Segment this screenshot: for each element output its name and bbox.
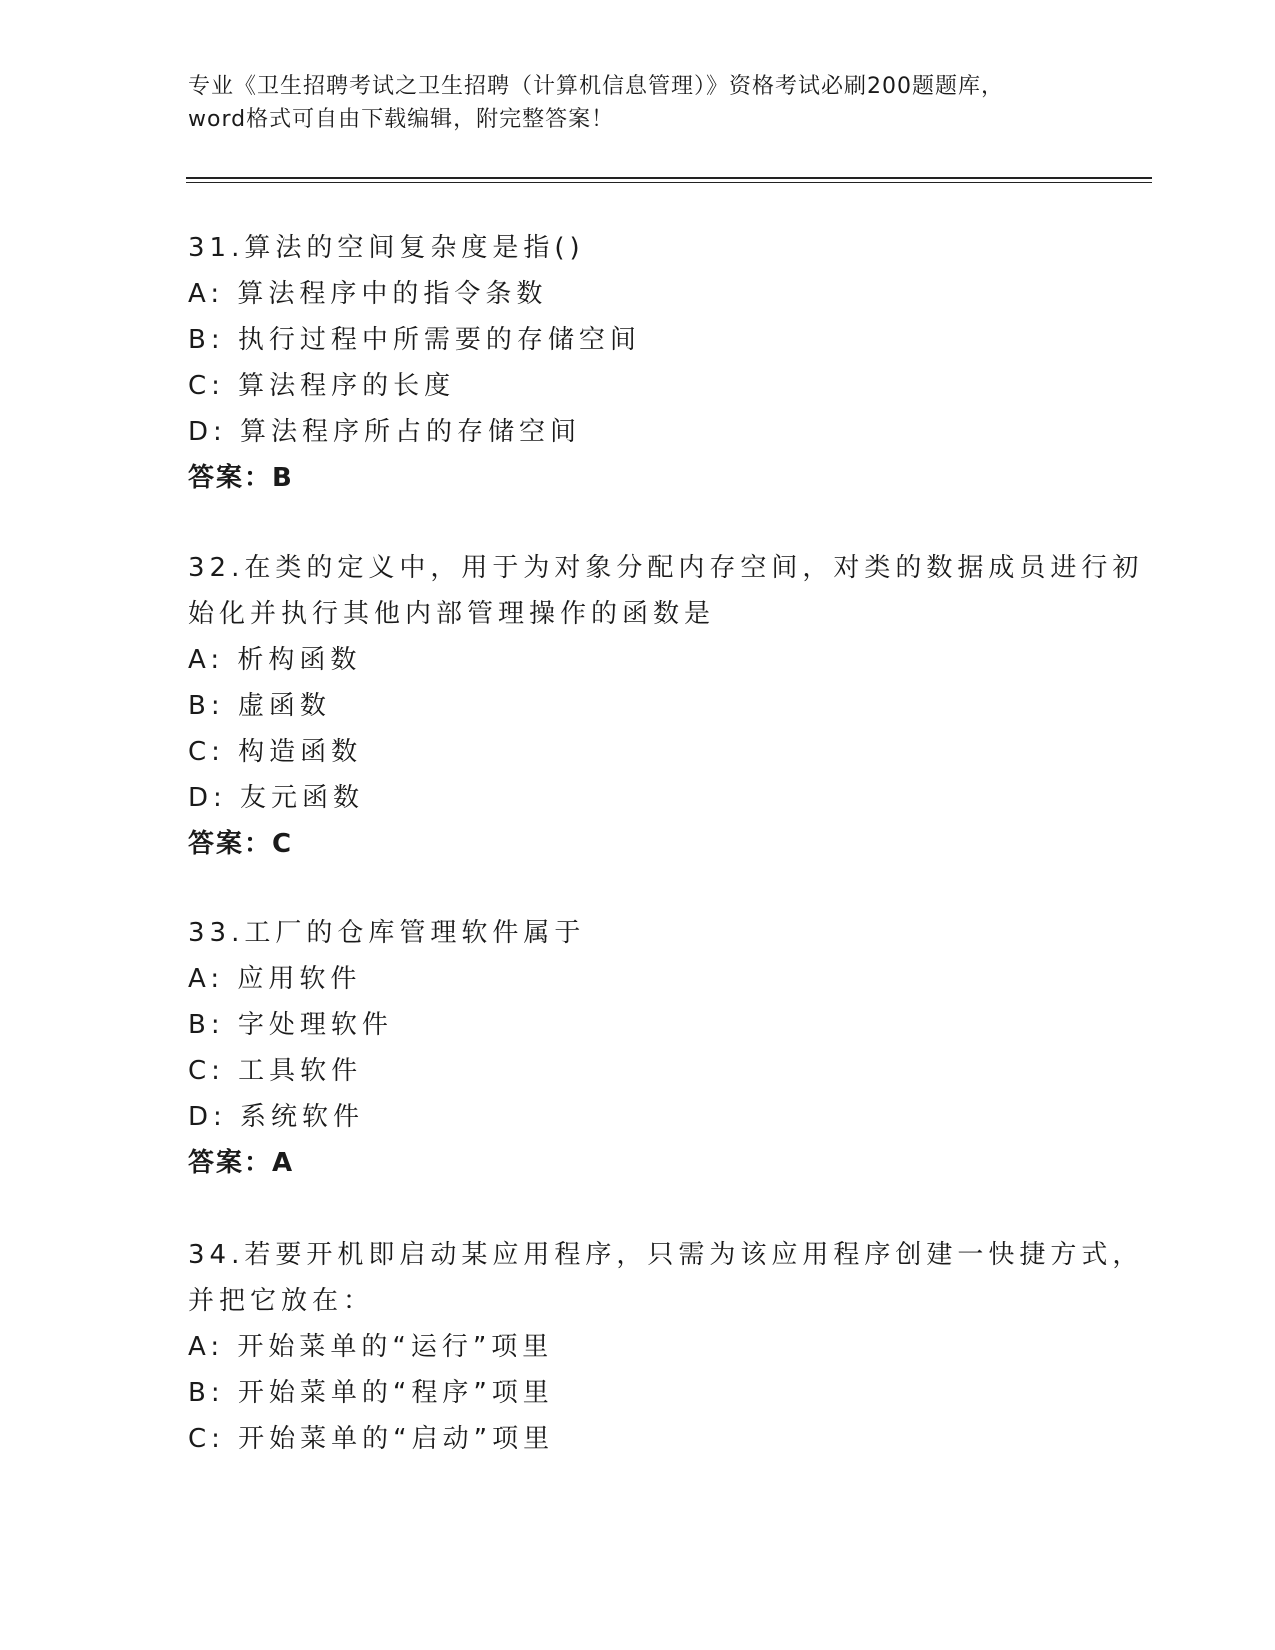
question-stem-continued: 始化并执行其他内部管理操作的函数是: [188, 599, 716, 629]
question-31: [188, 225, 1108, 501]
option-c: C: 算法程序的长度: [188, 371, 456, 401]
header-line-1: 专业《卫生招聘考试之卫生招聘（计算机信息管理）》资格考试必刷200题题库，: [188, 74, 1004, 99]
question-34: [188, 1232, 1144, 1462]
document-header: [188, 70, 1088, 136]
option-a: A: 开始菜单的“运行”项里: [188, 1332, 554, 1362]
header-divider-thin: [186, 182, 1152, 183]
option-d: D: 系统软件: [188, 1102, 365, 1132]
option-a: A: 算法程序中的指令条数: [188, 279, 548, 309]
option-b: B: 字处理软件: [188, 1010, 393, 1040]
option-b: B: 虚函数: [188, 691, 331, 721]
option-d: D: 友元函数: [188, 783, 365, 813]
question-32: [188, 545, 1144, 867]
option-c: C: 构造函数: [188, 737, 363, 767]
question-stem: 31.算法的空间复杂度是指(): [188, 233, 585, 263]
question-stem-continued: 并把它放在：: [188, 1286, 375, 1316]
question-stem: 32.在类的定义中，用于为对象分配内存空间，对类的数据成员进行初: [188, 553, 1144, 583]
header-line-2: word格式可自由下载编辑，附完整答案！: [188, 107, 615, 132]
header-divider-thick: [186, 177, 1152, 179]
option-b: B: 开始菜单的“程序”项里: [188, 1378, 554, 1408]
option-d: D: 算法程序所占的存储空间: [188, 417, 582, 447]
option-c: C: 工具软件: [188, 1056, 363, 1086]
answer-label: 答案：B: [188, 463, 294, 493]
question-stem: 34.若要开机即启动某应用程序，只需为该应用程序创建一快捷方式，: [188, 1240, 1144, 1270]
option-a: A: 应用软件: [188, 964, 362, 994]
answer-label: 答案：A: [188, 1148, 295, 1178]
answer-label: 答案：C: [188, 829, 294, 859]
option-b: B: 执行过程中所需要的存储空间: [188, 325, 641, 355]
option-a: A: 析构函数: [188, 645, 362, 675]
option-c: C: 开始菜单的“启动”项里: [188, 1424, 555, 1454]
question-33: [188, 910, 1108, 1186]
question-stem: 33.工厂的仓库管理软件属于: [188, 918, 586, 948]
